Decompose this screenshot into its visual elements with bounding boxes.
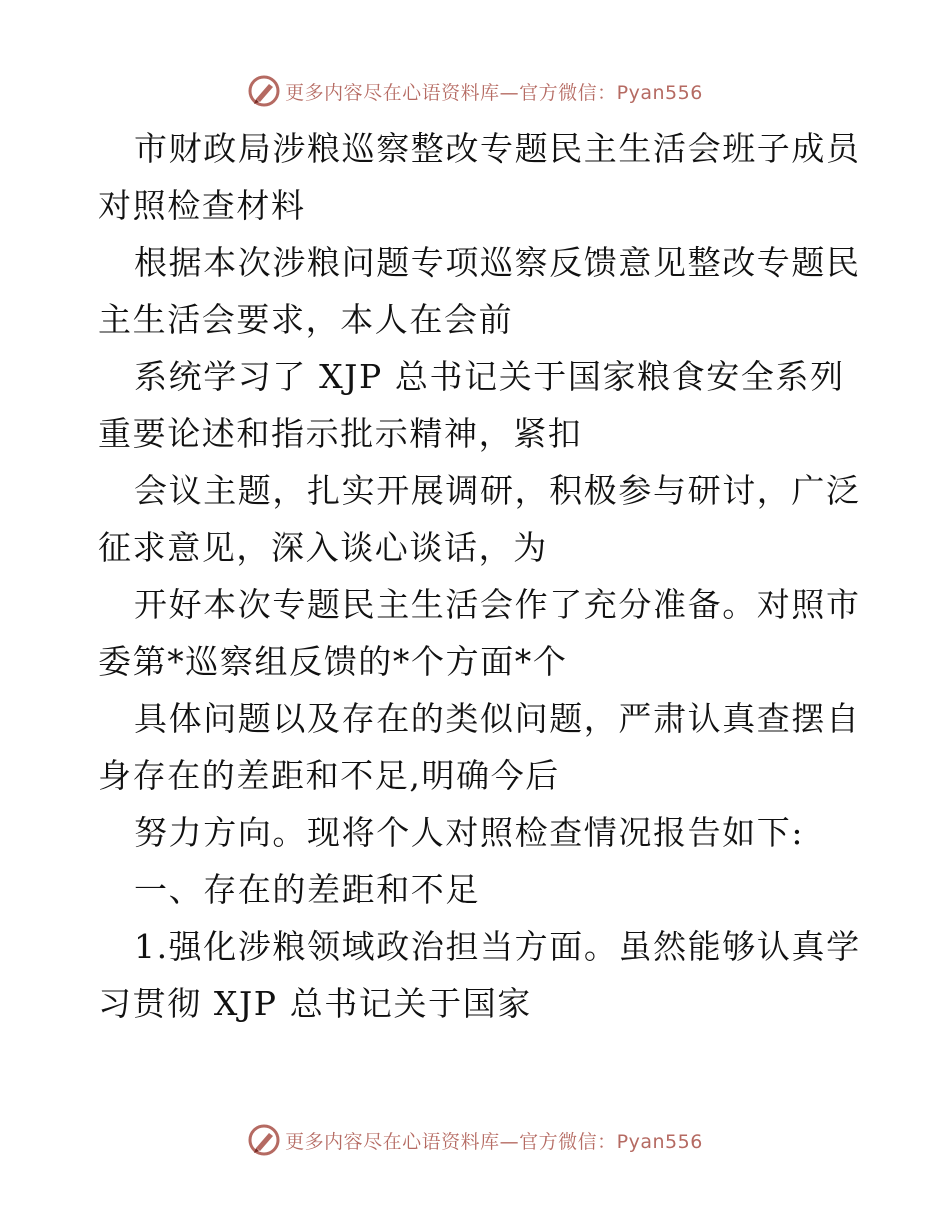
paragraph-line: 开好本次专题民主生活会作了充分准备。对照市 <box>134 585 861 624</box>
paragraph-line: 习贯彻 XJP 总书记关于国家 <box>98 984 532 1023</box>
paragraph-line: 根据本次涉粮问题专项巡察反馈意见整改专题民 <box>134 243 861 282</box>
pen-seal-icon <box>247 1123 281 1157</box>
paragraph-line: 系统学习了 XJP 总书记关于国家粮食安全系列 <box>134 357 845 396</box>
watermark-text: 更多内容尽在心语资料库—官方微信：Pyan556 <box>285 81 703 104</box>
paragraph-line: 具体问题以及存在的类似问题，严肃认真查摆自 <box>134 699 861 738</box>
document-body <box>98 120 861 1032</box>
paragraph-line: 主生活会要求，本人在会前 <box>98 300 514 339</box>
paragraph-line: 对照检查材料 <box>98 186 306 225</box>
paragraph-line: 努力方向。现将个人对照检查情况报告如下: <box>134 813 805 852</box>
paragraph-line: 1.强化涉粮领域政治担当方面。虽然能够认真学 <box>134 927 861 966</box>
header-watermark <box>0 71 950 111</box>
paragraph-line: 征求意见，深入谈心谈话，为 <box>98 528 548 567</box>
paragraph-line: 重要论述和指示批示精神，紧扣 <box>98 414 583 453</box>
pen-seal-icon <box>247 74 281 108</box>
footer-watermark <box>0 1120 950 1160</box>
paragraph-line: 会议主题，扎实开展调研，积极参与研讨，广泛 <box>134 471 861 510</box>
paragraph-line: 市财政局涉粮巡察整改专题民主生活会班子成员 <box>134 129 861 168</box>
paragraph-line: 身存在的差距和不足,明确今后 <box>98 756 560 795</box>
paragraph-line: 委第*巡察组反馈的*个方面*个 <box>98 642 568 681</box>
watermark-text: 更多内容尽在心语资料库—官方微信：Pyan556 <box>285 1130 703 1153</box>
section-heading: 一、存在的差距和不足 <box>134 870 480 909</box>
